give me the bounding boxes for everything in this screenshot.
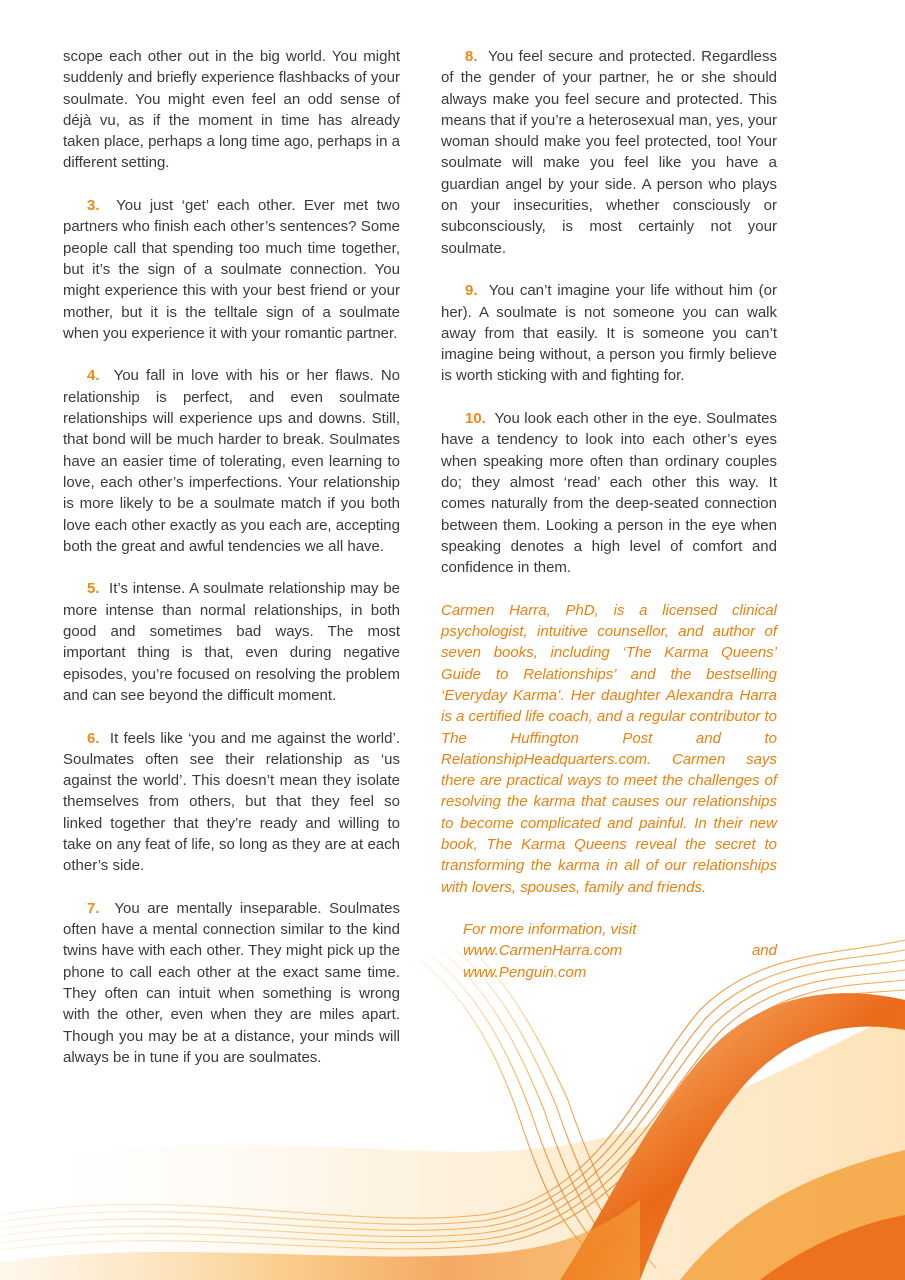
list-item (63, 578, 400, 706)
item-number: 7. (87, 899, 100, 917)
item-number: 9. (465, 282, 478, 300)
item-number: 5. (87, 580, 100, 598)
author-bio: Carmen Harra, PhD, is a licensed clinical psychologist, intuitive counsellor, and author of seven books, including ‘The Karma Queens’ Guide to Relationships’ and the bestselling ‘Everyday Karma’. Her daughter Alexandra Harra is a certified life coach, and a regular contributor to The Huffington Post and to RelationshipHeadquarters.com. Carmen says there are practical ways to meet the challenges of resolving the karma that causes our relationships to become complicated and painful. In their new book, The Karma Queens reveal the secret to transforming the karma in all of our relationships with lovers, spouses, family and friends. (441, 601, 778, 896)
more-info-line: For more information, visit (463, 921, 637, 939)
item-number: 3. (87, 197, 100, 215)
item-number: 10. (465, 410, 486, 428)
more-info-links: www.CarmenHarra.com and www.Penguin.com (463, 942, 777, 981)
list-item (63, 898, 400, 1068)
list-item (63, 195, 400, 344)
list-item (441, 408, 777, 578)
item-text: You fall in love with his or her flaws. No relationship is perfect, and even soulmate relationships will experience ups and downs. Still, that bond will be much harder to break. Soulmates have an easier time of tolerating, even learning to love, each other’s imperfections. Your relationship is more likely to be a soulmate match if you both love each other exactly as you each are, accepting both the great and awful tendencies we all have. (63, 367, 400, 555)
item-text: You look each other in the eye. Soulmates have a tendency to look into each other’s eyes when speaking more often than ordinary couples do; they almost ‘read’ each other this way. It comes naturally from the deep-seated connection between them. Looking a person in the eye when speaking denotes a high level of comfort and confidence in them. (441, 410, 777, 577)
item-text: You can’t imagine your life without him (or her). A soulmate is not someone you can walk away from that easily. It is someone you can’t imagine being without, a person you firmly believe is worth sticking with and fighting for. (441, 282, 777, 385)
item-text: It feels like ‘you and me against the world’. Soulmates often see their relationship as ‘us against the world’. This doesn’t mean they isolate themselves from others, but that they feel so linked together that they’re ready and willing to take on any feat of life, so long as they are at each other’s side. (63, 729, 400, 875)
item-text: You are mentally inseparable. Soulmates often have a mental connection similar to the kind twins have with each other. They might pick up the phone to call each other at the exact same time. They often can intuit when something is wrong with the other, even when they are miles apart. Though you may be at a distance, your minds will always be in tune if you are soulmates. (63, 899, 400, 1066)
item-text: You just ‘get’ each other. Ever met two partners who finish each other’s sentences? Some people call that spending too much time together, but it’s the sign of a soulmate connection. You might experience this with your best friend or your mother, but it is the telltale sign of a soulmate when you experience it with your romantic partner. (63, 197, 400, 342)
item-number: 6. (87, 729, 100, 747)
list-item (63, 365, 400, 557)
item-text: You feel secure and protected. Regardless of the gender of your partner, he or she should always make you feel secure and protected. This means that if you’re a heterosexual man, yes, your woman should make you feel protected, too! Your soulmate will make you feel like you have a guardian angel by your side. A person who plays on your insecurities, whether consciously or subconsciously, is most certainly not your soulmate. (441, 48, 778, 257)
item-text: It’s intense. A soulmate relationship may be more intense than normal relationships, in both good and sometimes bad ways. The most important thing is that, even during negative episodes, you’re focused on resolving the problem and can see beyond the difficult moment. (63, 580, 400, 704)
list-item (63, 728, 400, 877)
list-item (441, 280, 777, 386)
item-number: 8. (465, 48, 478, 65)
continuation-paragraph: scope each other out in the big world. You might suddenly and briefly experience flashbacks of your soulmate. You might even feel an odd sense of déjà vu, as if the moment in time has already taken place, perhaps a long time ago, perhaps in a different setting. (63, 48, 400, 172)
more-info (441, 919, 777, 983)
right-column (441, 46, 777, 1004)
list-item (441, 46, 777, 259)
item-number: 4. (87, 367, 100, 385)
left-column (63, 46, 400, 1090)
